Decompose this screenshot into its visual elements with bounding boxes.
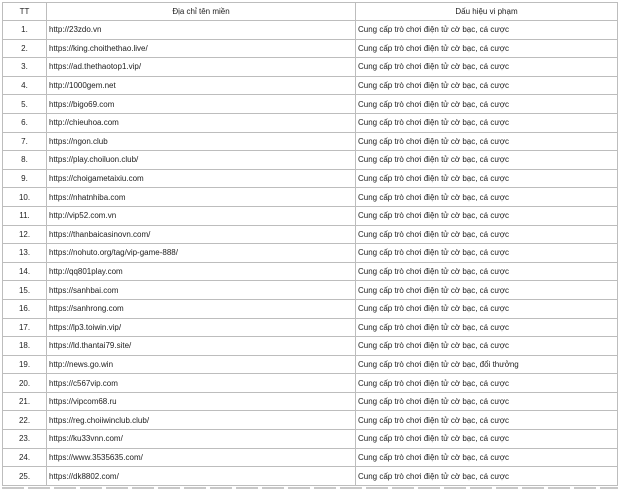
table-body [3,21,618,486]
header-domain: Địa chỉ tên miền [47,3,356,21]
table-row [3,374,618,393]
table-row [3,318,618,337]
row-domain-link: https://c567vip.com [47,374,356,393]
row-index: 11. [3,206,47,225]
row-domain-link: https://thanbaicasinovn.com/ [47,225,356,244]
row-violation-sign: Cung cấp trò chơi điện tử cờ bạc, cá cược [356,76,618,95]
row-domain-link: http://1000gem.net [47,76,356,95]
table-header [3,3,618,21]
row-index: 16. [3,299,47,318]
header-row [3,3,618,21]
row-violation-sign: Cung cấp trò chơi điện tử cờ bạc, cá cược [356,430,618,449]
row-violation-sign: Cung cấp trò chơi điện tử cờ bạc, cá cược [356,281,618,300]
row-index: 5. [3,95,47,114]
table-row [3,58,618,77]
row-index: 10. [3,188,47,207]
row-domain-link: http://vip52.com.vn [47,206,356,225]
row-violation-sign: Cung cấp trò chơi điện tử cờ bạc, cá cược [356,225,618,244]
row-index: 7. [3,132,47,151]
table-row [3,299,618,318]
violation-domain-table [2,2,618,486]
row-violation-sign: Cung cấp trò chơi điện tử cờ bạc, cá cược [356,132,618,151]
table-row [3,188,618,207]
table-row [3,151,618,170]
table-row [3,392,618,411]
row-violation-sign: Cung cấp trò chơi điện tử cờ bạc, cá cược [356,467,618,486]
table-row [3,281,618,300]
row-domain-link: http://23zdo.vn [47,21,356,40]
row-index: 24. [3,448,47,467]
table-row [3,244,618,263]
row-index: 17. [3,318,47,337]
row-domain-link: https://dk8802.com/ [47,467,356,486]
row-index: 4. [3,76,47,95]
table-row [3,411,618,430]
row-domain-link: http://news.go.win [47,355,356,374]
row-violation-sign: Cung cấp trò chơi điện tử cờ bạc, cá cược [356,21,618,40]
table-row [3,76,618,95]
row-index: 18. [3,337,47,356]
row-violation-sign: Cung cấp trò chơi điện tử cờ bạc, đổi thưởng [356,355,618,374]
row-domain-link: https://lp3.toiwin.vip/ [47,318,356,337]
row-index: 20. [3,374,47,393]
table-row [3,39,618,58]
row-domain-link: https://choigametaixiu.com [47,169,356,188]
table-row [3,113,618,132]
row-domain-link: http://chieuhoa.com [47,113,356,132]
row-index: 12. [3,225,47,244]
row-violation-sign: Cung cấp trò chơi điện tử cờ bạc, cá cược [356,58,618,77]
row-index: 6. [3,113,47,132]
row-violation-sign: Cung cấp trò chơi điện tử cờ bạc, cá cược [356,95,618,114]
row-violation-sign: Cung cấp trò chơi điện tử cờ bạc, cá cược [356,169,618,188]
row-index: 3. [3,58,47,77]
row-violation-sign: Cung cấp trò chơi điện tử cờ bạc, cá cược [356,337,618,356]
row-domain-link: https://ngon.club [47,132,356,151]
row-index: 14. [3,262,47,281]
row-domain-link: https://ld.thantai79.site/ [47,337,356,356]
table-row [3,467,618,486]
table-row [3,262,618,281]
row-domain-link: https://nhatnhiba.com [47,188,356,207]
row-index: 23. [3,430,47,449]
row-violation-sign: Cung cấp trò chơi điện tử cờ bạc, cá cược [356,244,618,263]
row-domain-link: http://qq801play.com [47,262,356,281]
row-domain-link: https://sanhrong.com [47,299,356,318]
row-index: 1. [3,21,47,40]
row-domain-link: https://reg.choiiwinclub.club/ [47,411,356,430]
row-domain-link: https://king.choithethao.live/ [47,39,356,58]
row-domain-link: https://ad.thethaotop1.vip/ [47,58,356,77]
row-violation-sign: Cung cấp trò chơi điện tử cờ bạc, cá cược [356,113,618,132]
row-domain-link: https://nohuto.org/tag/vip-game-888/ [47,244,356,263]
row-violation-sign: Cung cấp trò chơi điện tử cờ bạc, cá cược [356,206,618,225]
table-row [3,21,618,40]
table-row [3,95,618,114]
row-index: 2. [3,39,47,58]
header-index: TT [3,3,47,21]
row-violation-sign: Cung cấp trò chơi điện tử cờ bạc, cá cược [356,411,618,430]
row-domain-link: https://vipcom68.ru [47,392,356,411]
row-violation-sign: Cung cấp trò chơi điện tử cờ bạc, cá cược [356,151,618,170]
row-violation-sign: Cung cấp trò chơi điện tử cờ bạc, cá cược [356,448,618,467]
row-index: 9. [3,169,47,188]
row-violation-sign: Cung cấp trò chơi điện tử cờ bạc, cá cược [356,374,618,393]
row-violation-sign: Cung cấp trò chơi điện tử cờ bạc, cá cược [356,392,618,411]
table-row [3,132,618,151]
row-index: 13. [3,244,47,263]
row-domain-link: https://sanhbai.com [47,281,356,300]
table-row [3,225,618,244]
row-domain-link: https://ku33vnn.com/ [47,430,356,449]
row-index: 8. [3,151,47,170]
row-violation-sign: Cung cấp trò chơi điện tử cờ bạc, cá cược [356,188,618,207]
table-row [3,337,618,356]
table-row [3,169,618,188]
row-violation-sign: Cung cấp trò chơi điện tử cờ bạc, cá cược [356,299,618,318]
table-row [3,430,618,449]
row-domain-link: https://bigo69.com [47,95,356,114]
row-violation-sign: Cung cấp trò chơi điện tử cờ bạc, cá cược [356,262,618,281]
row-index: 21. [3,392,47,411]
table-row [3,448,618,467]
table-row [3,355,618,374]
footnote-cut-off-text [2,486,618,490]
table-row [3,206,618,225]
row-index: 22. [3,411,47,430]
row-index: 19. [3,355,47,374]
row-violation-sign: Cung cấp trò chơi điện tử cờ bạc, cá cược [356,318,618,337]
row-violation-sign: Cung cấp trò chơi điện tử cờ bạc, cá cược [356,39,618,58]
row-index: 25. [3,467,47,486]
header-violation-sign: Dấu hiệu vi phạm [356,3,618,21]
row-domain-link: https://play.choiluon.club/ [47,151,356,170]
row-domain-link: https://www.3535635.com/ [47,448,356,467]
row-index: 15. [3,281,47,300]
